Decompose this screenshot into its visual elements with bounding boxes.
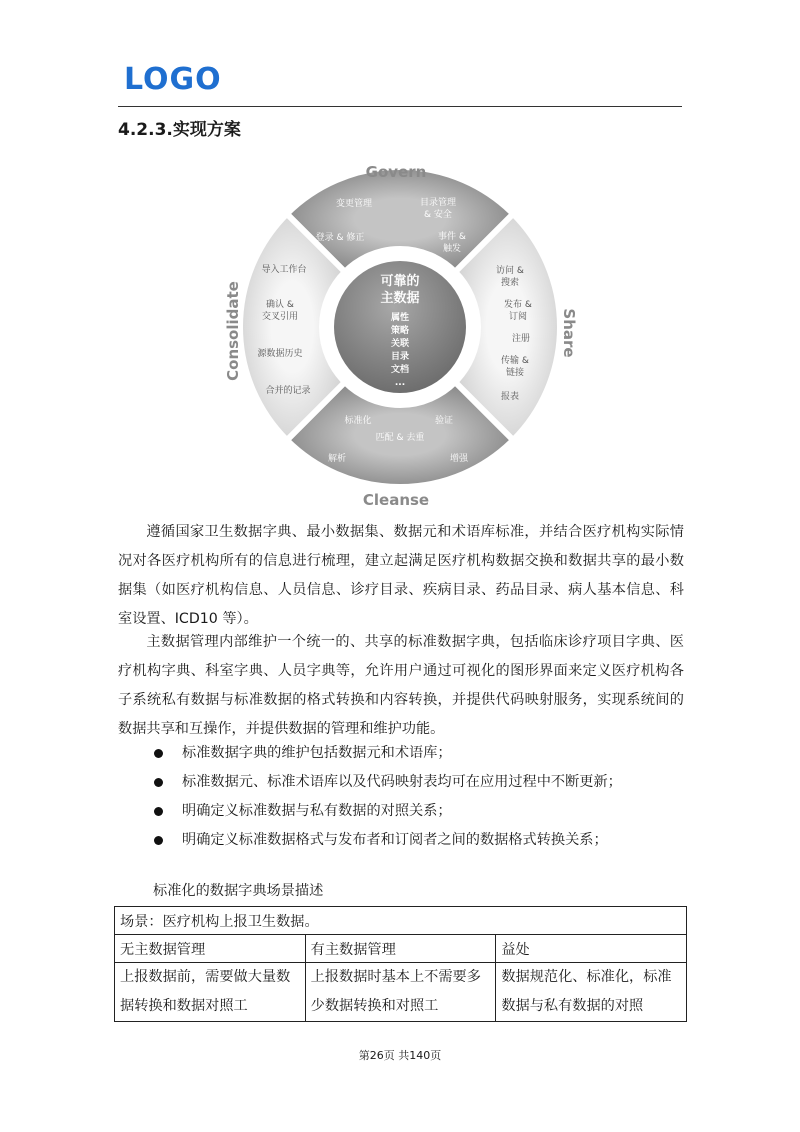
table-caption: 标准化的数据字典场景描述 (153, 883, 324, 899)
table-header-cell: 无主数据管理 (115, 935, 306, 963)
table-cell: 上报数据时基本上不需要多少数据转换和对照工 (305, 963, 496, 1022)
diagram-label: 增强 (449, 454, 469, 464)
outer-label-govern: Govern (365, 163, 427, 181)
center-item: 关联 (390, 339, 410, 349)
diagram-label: 发布 & (504, 300, 532, 310)
diagram-label: 触发 (442, 244, 462, 254)
table-scene-cell: 场景：医疗机构上报卫生数据。 (115, 907, 687, 935)
diagram-label: 导入工作台 (261, 265, 307, 275)
list-item: 明确定义标准数据格式与发布者和订阅者之间的数据格式转换关系； (118, 826, 684, 855)
diagram-label: 匹配 & 去重 (375, 433, 425, 443)
center-title: 可靠的 (380, 274, 420, 289)
center-item: 属性 (390, 313, 410, 323)
table-row (115, 963, 687, 1022)
diagram-label: 变更管理 (335, 199, 373, 209)
diagram-label: 搜索 (500, 278, 520, 288)
diagram-label: 事件 & (438, 232, 466, 242)
center-item: 策略 (390, 326, 410, 336)
center-item: ... (394, 378, 406, 388)
center-title: 主数据 (380, 291, 420, 306)
bullet-icon (154, 836, 163, 845)
table-row (115, 935, 687, 963)
master-data-diagram (218, 155, 588, 510)
bullet-icon (154, 807, 163, 816)
diagram-label: 验证 (434, 416, 454, 426)
diagram-label: 访问 & (496, 266, 524, 276)
diagram-label: 登录 & 修正 (315, 233, 365, 243)
diagram-label: 报表 (500, 392, 520, 402)
diagram-label: 目录管理 (419, 198, 457, 208)
paragraph-2: 主数据管理内部维护一个统一的、共享的标准数据字典，包括临床诊疗项目字典、医疗机构字典、科室字典、人员字典等，允许用户通过可视化的图形界面来定义医疗机构各子系统私有数据与标准数据的格式转换和内容转换，并提供代码映射服务，实现系统间的数据共享和互操作，并提供数据的管理和维护功能。 (118, 634, 684, 737)
diagram-label: 源数据历史 (257, 349, 303, 359)
logo: LOGO (124, 62, 222, 97)
list-item: 标准数据字典的维护包括数据元和术语库； (118, 739, 684, 768)
table-cell: 上报数据前，需要做大量数据转换和数据对照工 (115, 963, 306, 1022)
table-header-cell: 有主数据管理 (305, 935, 496, 963)
diagram-label: 交叉引用 (261, 312, 299, 322)
diagram-label: 传输 & (501, 356, 529, 366)
table-header-cell: 益处 (496, 935, 687, 963)
diagram-label: & 安全 (424, 210, 452, 220)
diagram-label: 注册 (511, 334, 531, 344)
diagram-label: 标准化 (344, 416, 372, 426)
outer-label-consolidate: Consolidate (224, 281, 242, 381)
bullet-icon (154, 749, 163, 758)
scenario-table (114, 906, 687, 1022)
section-heading: 4.2.3.实现方案 (118, 120, 241, 140)
bullet-list (118, 739, 684, 855)
diagram-label: 解析 (327, 454, 347, 464)
diagram-label: 订阅 (508, 312, 528, 322)
list-item: 明确定义标准数据与私有数据的对照关系； (118, 797, 684, 826)
page-footer: 第26页 共140页 (358, 1049, 442, 1062)
diagram-label: 确认 & (266, 300, 294, 310)
center-item: 文档 (390, 365, 410, 375)
table-row (115, 907, 687, 935)
diagram-label: 合并的记录 (265, 386, 311, 396)
diagram-label: 链接 (505, 368, 525, 378)
paragraph-1: 遵循国家卫生数据字典、最小数据集、数据元和术语库标准，并结合医疗机构实际情况对各医疗机构所有的信息进行梳理，建立起满足医疗机构数据交换和数据共享的最小数据集（如医疗机构信息、人员信息、诊疗目录、疾病目录、药品目录、病人基本信息、科室设置、ICD10 等）。 (118, 524, 684, 627)
table-cell: 数据规范化、标准化，标准数据与私有数据的对照 (496, 963, 687, 1022)
header-divider (118, 106, 682, 107)
outer-label-cleanse: Cleanse (362, 491, 430, 509)
list-item: 标准数据元、标准术语库以及代码映射表均可在应用过程中不断更新； (118, 768, 684, 797)
center-item: 目录 (390, 352, 410, 362)
outer-label-share: Share (560, 308, 578, 358)
bullet-icon (154, 778, 163, 787)
